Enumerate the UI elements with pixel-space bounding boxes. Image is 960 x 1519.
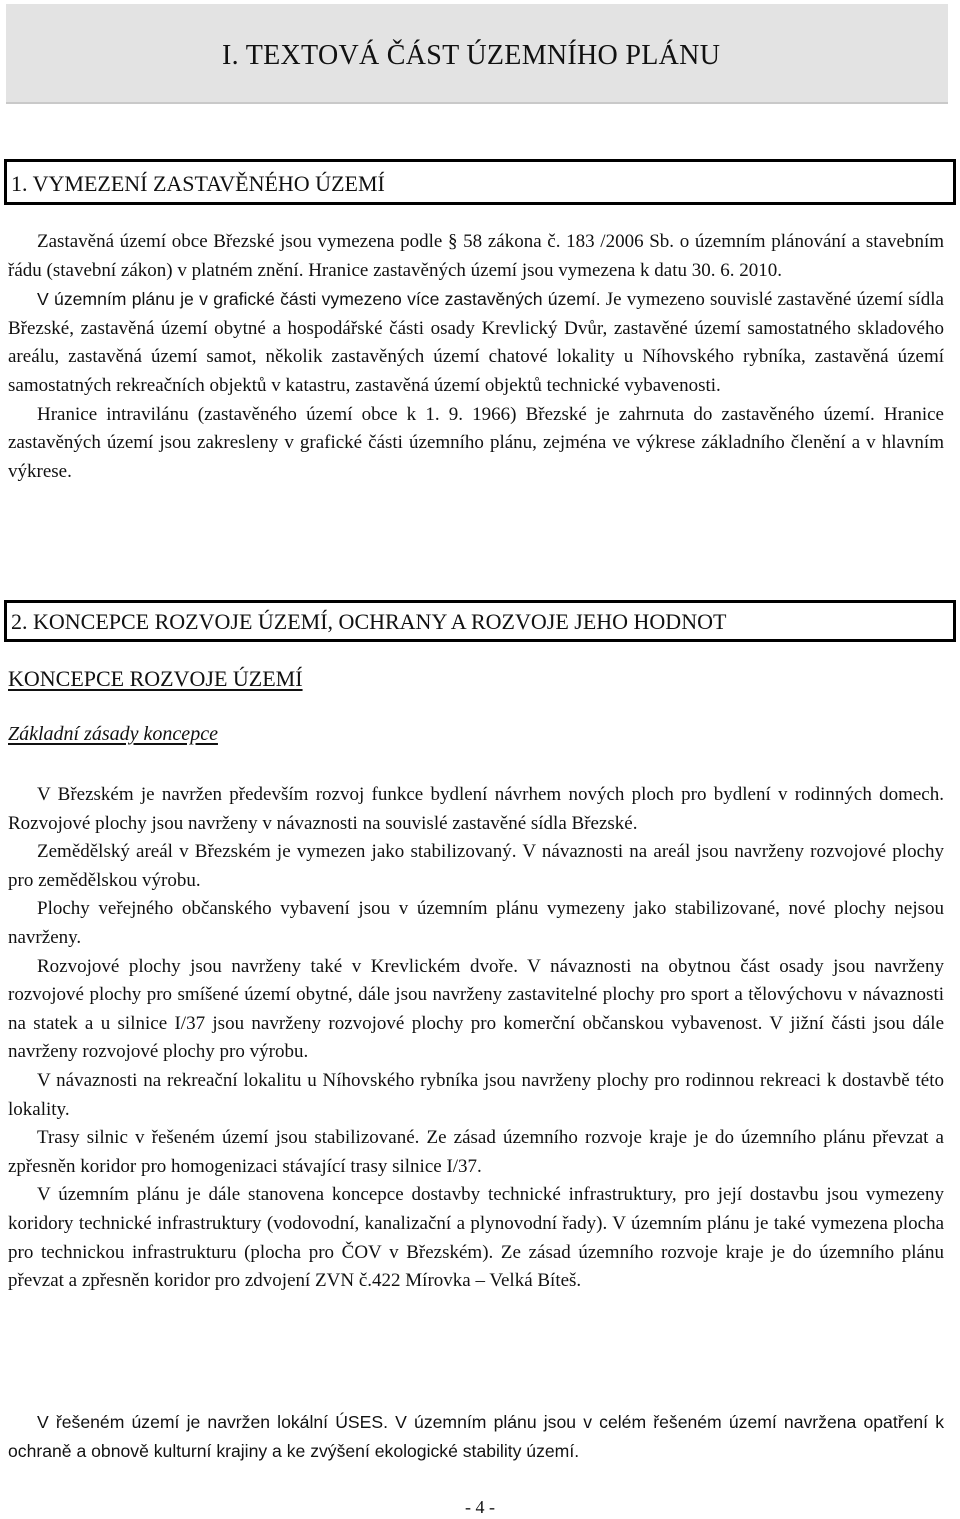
subheading-koncepce: KONCEPCE ROZVOJE ÚZEMÍ: [8, 666, 303, 691]
section-2-heading: 2. KONCEPCE ROZVOJE ÚZEMÍ, OCHRANY A ROZVOJE JEHO HODNOT: [11, 609, 727, 634]
section-1-paragraph: Hranice intravilánu (zastavěného území obce k 1. 9. 1966) Březské je zahrnuta do zastavěného území. Hranice zastavěných území jsou zakresleny v grafické části územního plánu, zejména ve výkrese základního členění a v hlavním výkrese.: [8, 403, 944, 482]
subsubheading-zasady: Základní zásady koncepce: [8, 723, 218, 745]
section-1-heading: 1. VYMEZENÍ ZASTAVĚNÉHO ÚZEMÍ: [11, 171, 385, 196]
section-2-paragraph: V návaznosti na rekreační lokalitu u Níhovského rybníka jsou navrženy plochy pro rodinnou rekreaci k dostavbě této lokality.: [8, 1069, 944, 1120]
section-2-paragraph: Plochy veřejného občanského vybavení jsou v územním plánu vymezeny jako stabilizované, nové plochy nejsou navrženy.: [8, 898, 944, 948]
section-2-paragraph: Trasy silnic v řešeném území jsou stabilizované. Ze zásad územního rozvoje kraje je do územního plánu převzat a zpřesněn koridor pro homogenizaci stávající trasy silnice I/37.: [8, 1127, 944, 1177]
section-2-body: [8, 781, 944, 1296]
section-2-final-paragraph: V řešeném území je navržen lokální ÚSES. V územním plánu jsou v celém řešeném území navržena opatření k ochraně a obnově kulturní krajiny a ke zvýšení ekologické stability území.: [8, 1412, 944, 1461]
section-2-paragraph: Rozvojové plochy jsou navrženy také v Krevlickém dvoře. V návaznosti na obytnou část osady jsou navrženy rozvojové plochy pro smíšené území obytné, dále jsou navrženy zastavitelné plochy pro sport a tělovýchovu v návaznosti na statek a u silnice I/37 jsou navrženy rozvojové plochy pro komerční občanskou vybavenost. V jižní části jsou dále navrženy rozvojové plochy pro výrobu.: [8, 955, 944, 1063]
section-2-paragraph: Zemědělský areál v Březském je vymezen jako stabilizovaný. V návaznosti na areál jsou navrženy rozvojové plochy pro zemědělskou výrobu.: [8, 841, 944, 891]
section-2-heading-box: [4, 600, 956, 642]
section-2-paragraph: V územním plánu je dále stanovena koncepce dostavby technické infrastruktury, pro její dostavbu jsou vymezeny koridory technické infrastruktury (vodovodní, kanalizační a plynovodní řady). V územním plánu je také vymezena plocha pro technickou infrastrukturu (plocha pro ČOV v Březském). Ze zásad územního rozvoje kraje je do územního plánu převzat a zpřesněn koridor pro zdvojení ZVN č.422 Mírovka – Velká Bíteš.: [8, 1184, 944, 1292]
page-number: - 4 -: [465, 1497, 495, 1517]
section-2-paragraph: V Březském je navržen především rozvoj funkce bydlení návrhem nových ploch pro bydlení v rodinných domech. Rozvojové plochy jsou navrženy v návaznosti na souvislé zastavěné sídla Březské.: [8, 784, 944, 834]
section-1-body: [8, 228, 944, 486]
section-1-heading-box: [4, 159, 956, 205]
document-title: I. TEXTOVÁ ČÁST ÚZEMNÍHO PLÁNU: [222, 40, 721, 71]
section-1-paragraph: Zastavěná území obce Březské jsou vymezena podle § 58 zákona č. 183 /2006 Sb. o územním plánování a stavebním řádu (stavební zákon) v platném znění. Hranice zastavěných území jsou vymezena k datu 30. 6. 2010.: [8, 231, 944, 281]
document-title-box: [6, 4, 948, 104]
section-1-sans-sentence: V územním plánu je v grafické části vymezeno více zastavěných území.: [37, 289, 601, 310]
section-1-paragraph: [8, 285, 944, 400]
section-1-paragraph-rest: Je vymezeno souvislé zastavěné území sídla Březské, zastavěná území obytné a hospodářské části osady Krevlický Dvůr, zastavěné území samostatného skladového areálu, zastavěná území samot, několik zastavěných území chatové lokality u Níhovského rybníka, zastavěná území samostatných rekreačních objektů v katastru, zastavěná území objektů technické vybavenosti.: [8, 289, 944, 396]
section-2-final-block: [8, 1408, 944, 1465]
